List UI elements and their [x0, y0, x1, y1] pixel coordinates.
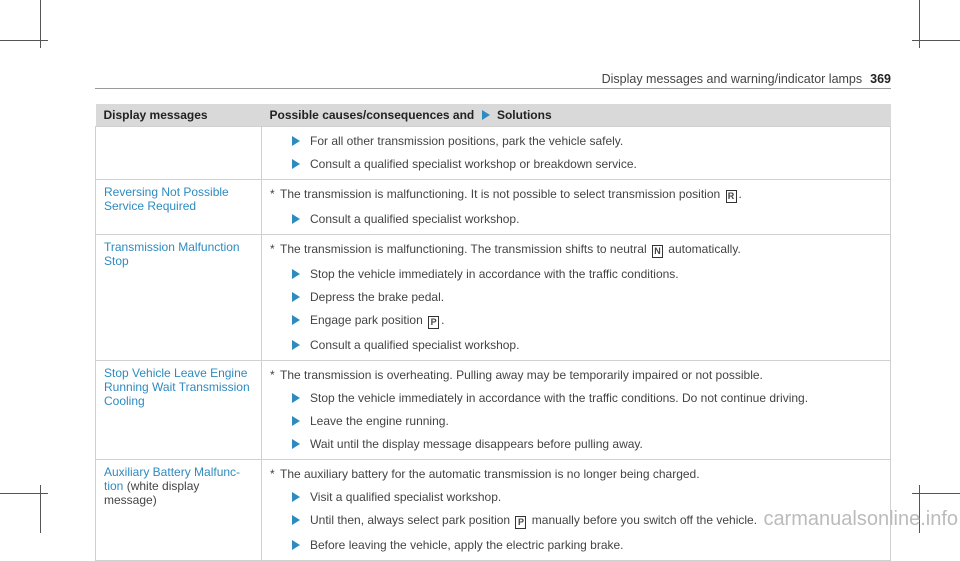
transmission-key-symbol: P — [515, 516, 526, 529]
line-text-after: automatically. — [668, 242, 741, 256]
table-row — [96, 361, 891, 460]
solution-cell — [262, 235, 891, 361]
line-text: The auxiliary battery for the automatic transmission is no longer being charged. — [280, 467, 700, 481]
line-text: The transmission is malfunctioning. It is not possible to select transmission position — [280, 187, 721, 201]
display-message: Transmission Malfunction Stop — [104, 240, 240, 268]
cause-line — [270, 242, 882, 258]
line-text: Before leaving the vehicle, apply the electric parking brake. — [310, 538, 624, 552]
crop-mark — [0, 40, 48, 41]
message-cell — [96, 460, 262, 561]
table-row — [96, 180, 891, 235]
solution-step — [270, 134, 882, 148]
line-text: Visit a qualified specialist workshop. — [310, 490, 502, 504]
solution-step — [270, 157, 882, 171]
table-row — [96, 235, 891, 361]
display-message: Stop Vehicle Leave Engine Running Wait Transmission Cooling — [104, 366, 250, 408]
display-message: Auxiliary Battery Malfunc-tion — [104, 465, 241, 493]
solution-step — [270, 313, 882, 329]
cause-line — [270, 368, 882, 382]
col-header-causes: Possible causes/consequences and Solutions — [262, 104, 891, 127]
display-messages-table — [95, 104, 891, 561]
solution-step — [270, 212, 882, 226]
transmission-key-symbol: N — [652, 245, 663, 258]
solution-cell — [262, 361, 891, 460]
play-arrow-icon — [292, 136, 300, 146]
message-cell — [96, 127, 262, 180]
line-text: Consult a qualified specialist workshop or breakdown service. — [310, 157, 637, 171]
solution-step — [270, 290, 882, 304]
play-arrow-icon — [292, 393, 300, 403]
solution-step — [270, 338, 882, 352]
message-cell — [96, 235, 262, 361]
cause-line — [270, 467, 882, 481]
cause-line — [270, 187, 882, 203]
line-text-after: manually before you switch off the vehicle. — [531, 513, 758, 527]
line-text: The transmission is malfunctioning. The transmission shifts to neutral — [280, 242, 647, 256]
message-cell — [96, 180, 262, 235]
col-header-messages: Display messages — [96, 104, 262, 127]
page-number: 369 — [870, 72, 891, 86]
table-header-row — [96, 104, 891, 127]
line-text: The transmission is overheating. Pulling away may be temporarily impaired or not possible. — [280, 368, 763, 382]
transmission-key-symbol: R — [726, 190, 737, 203]
solution-step — [270, 391, 882, 405]
line-text: Consult a qualified specialist workshop. — [310, 212, 520, 226]
play-arrow-icon — [292, 269, 300, 279]
header-title: Display messages and warning/indicator lamps — [601, 72, 863, 86]
cause-marker: * — [270, 242, 275, 256]
table-row — [96, 127, 891, 180]
line-text: Stop the vehicle immediately in accordance with the traffic conditions. — [310, 267, 679, 281]
play-arrow-icon — [292, 416, 300, 426]
play-arrow-icon — [292, 159, 300, 169]
play-arrow-icon — [292, 515, 300, 525]
message-cell — [96, 361, 262, 460]
crop-mark — [912, 493, 960, 494]
line-text: Leave the engine running. — [310, 414, 449, 428]
play-arrow-icon — [482, 110, 490, 120]
running-header — [602, 72, 891, 86]
play-arrow-icon — [292, 340, 300, 350]
header-rule — [95, 88, 891, 89]
play-arrow-icon — [292, 439, 300, 449]
play-arrow-icon — [292, 315, 300, 325]
cause-marker: * — [270, 368, 275, 382]
watermark: carmanualsonline.info — [763, 508, 958, 530]
solution-step — [270, 414, 882, 428]
line-text: Wait until the display message disappears before pulling away. — [310, 437, 643, 451]
solution-step — [270, 490, 882, 504]
display-message: Reversing Not Possible Service Required — [104, 185, 229, 213]
play-arrow-icon — [292, 540, 300, 550]
line-text: Engage park position — [310, 313, 423, 327]
crop-mark — [912, 40, 960, 41]
line-text: Until then, always select park position — [310, 513, 511, 527]
line-text-after: . — [441, 313, 445, 327]
solution-cell — [262, 180, 891, 235]
solution-step — [270, 267, 882, 281]
solution-step — [270, 437, 882, 451]
cause-marker: * — [270, 467, 275, 481]
play-arrow-icon — [292, 214, 300, 224]
play-arrow-icon — [292, 492, 300, 502]
message-note: (white display message) — [104, 479, 200, 507]
crop-mark — [0, 493, 48, 494]
line-text: For all other transmission positions, park the vehicle safely. — [310, 134, 624, 148]
line-text-after: . — [738, 187, 742, 201]
line-text: Depress the brake pedal. — [310, 290, 445, 304]
solution-step — [270, 538, 882, 552]
solution-cell — [262, 127, 891, 180]
line-text: Stop the vehicle immediately in accordance with the traffic conditions. Do not continue driving. — [310, 391, 809, 405]
transmission-key-symbol: P — [428, 316, 439, 329]
line-text: Consult a qualified specialist workshop. — [310, 338, 520, 352]
play-arrow-icon — [292, 292, 300, 302]
cause-marker: * — [270, 187, 275, 201]
